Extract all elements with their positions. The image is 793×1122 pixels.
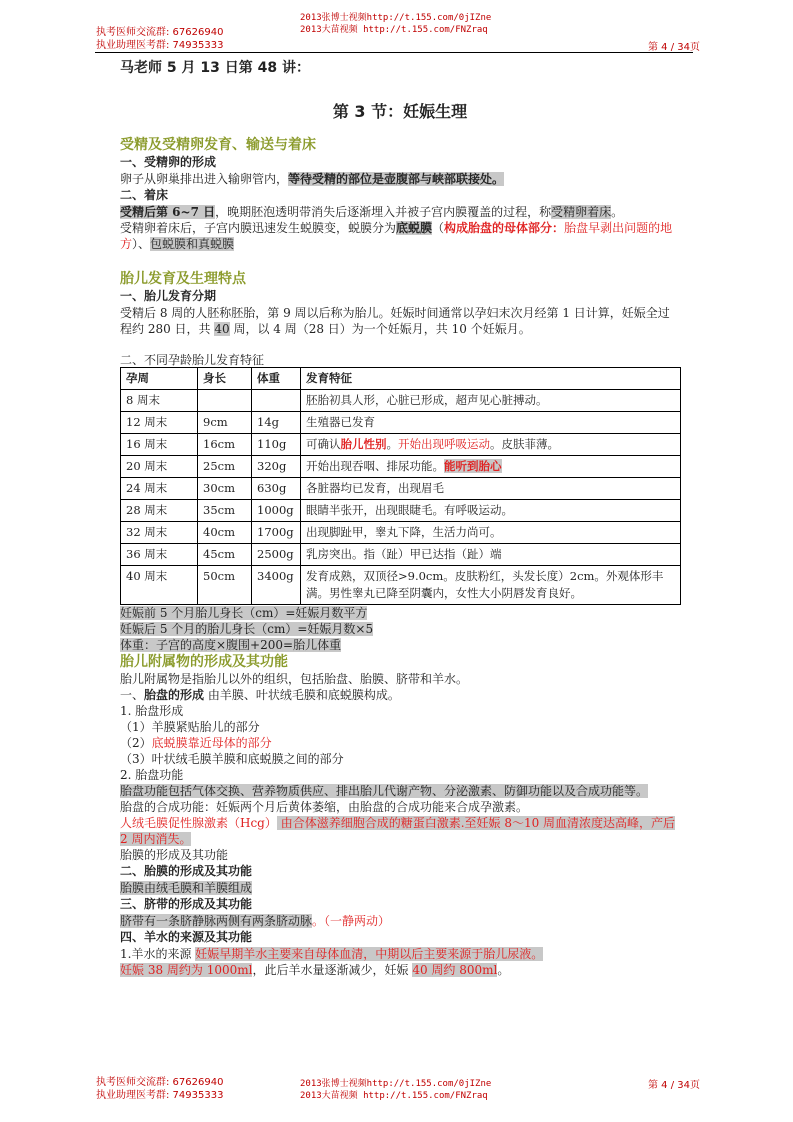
formula-length-late: 妊娠后 5 个月的胎儿身长（cm）=妊娠月数×5	[120, 622, 374, 636]
paragraph-stages: 受精后 8 周的人胚称胚胎，第 9 周以后称为胎儿。妊娠时间通常以孕妇末次月经第 1 日计算，妊娠全过程约 280 日，共 40 周，以 4 周（28 日）为一个妊娠月，共 10 个妊娠月。	[120, 306, 670, 336]
table-row: 8 周末 胚胎初具人形，心脏已形成，超声见心脏搏动。	[121, 390, 681, 412]
header-video-link-2[interactable]: 2013大苗视频 http://t.155.com/FNZraq	[300, 25, 488, 35]
subheading-implantation: 二、着床	[120, 188, 169, 202]
paragraph-amniotic-source: 1.羊水的来源 妊娠早期羊水主要来自母体血清，中期以后主要来源于胎儿尿液。	[120, 947, 544, 961]
list-item: （1）羊膜紧贴胎儿的部分	[120, 720, 260, 734]
subheading-stages: 一、胎儿发育分期	[120, 289, 217, 303]
heading-appendages: 胎儿附属物的形成及其功能	[120, 654, 288, 670]
table-row: 24 周末 30cm 630g 各脏器均已发育，出现眉毛	[121, 478, 681, 500]
subheading-membranes: 二、胎膜的形成及其功能	[120, 864, 253, 878]
table-header-row	[121, 368, 681, 390]
table-row: 40 周末 50cm 3400g 发育成熟，双顶径>9.0cm。皮肤粉红，头发长度）2cm。外观体形丰满。男性睾丸已降至阴囊内，女性大小阴唇发育良好。	[121, 566, 681, 605]
heading-fetal-development: 胎儿发育及生理特点	[120, 271, 246, 287]
paragraph-membranes-composition: 胎膜由绒毛膜和羊膜组成	[120, 881, 253, 895]
subheading-amniotic-fluid: 四、羊水的来源及其功能	[120, 930, 253, 944]
paragraph-implantation: 受精后第 6~7 日，晚期胚泡透明带消失后逐渐埋入并被子宫内膜覆盖的过程，称受精卵着床。	[120, 205, 624, 219]
header-divider	[95, 52, 693, 53]
footer-page-number: 第 4 / 34页	[648, 1080, 700, 1091]
header-qq-group-1: 执考医师交流群: 67626940	[96, 27, 224, 38]
table-row: 16 周末 16cm 110g 可确认胎儿性别。开始出现呼吸运动。皮肤菲薄。	[121, 434, 681, 456]
header-video-link-1[interactable]: 2013张博士视频http://t.155.com/0jIZne	[300, 13, 492, 23]
section-title: 第 3 节：妊娠生理	[332, 102, 468, 121]
lecture-title: 马老师 5 月 13 日第 48 讲：	[120, 60, 310, 76]
paragraph-synthesis: 胎盘的合成功能：妊娠两个月后黄体萎缩，由胎盘的合成功能来合成孕激素。	[120, 800, 529, 814]
table-row: 36 周末 45cm 2500g 乳房突出。指（趾）甲已达指（趾）端	[121, 544, 681, 566]
paragraph-decidua: 受精卵着床后，子宫内膜迅速发生蜕膜变，蜕膜分为底蜕膜（构成胎盘的母体部分：胎盘早剥出问题的地方）、包蜕膜和真蜕膜	[120, 221, 673, 251]
table-row: 32 周末 40cm 1700g 出现脚趾甲，睾丸下降，生活力尚可。	[121, 522, 681, 544]
footer-video-link-1[interactable]: 2013张博士视频http://t.155.com/0jIZne	[300, 1079, 492, 1089]
table-row: 12 周末 9cm 14g 生殖器已发育	[121, 412, 681, 434]
footer-video-link-2[interactable]: 2013大苗视频 http://t.155.com/FNZraq	[300, 1091, 488, 1101]
footer-qq-group-2: 执业助理医考群: 74935333	[96, 1090, 224, 1101]
fetal-development-table	[120, 367, 681, 605]
subheading-placenta: 一、胎盘的形成 由羊膜、叶状绒毛膜和底蜕膜构成。	[120, 688, 400, 702]
col-weight: 体重	[252, 368, 301, 390]
paragraph-amniotic-volume: 妊娠 38 周约为 1000ml，此后羊水量逐渐减少，妊娠 40 周约 800ml。	[120, 963, 510, 977]
table-row: 20 周末 25cm 320g 开始出现吞咽、排尿功能。能听到胎心	[121, 456, 681, 478]
formula-weight: 体重：子宫的高度×腹围+200=胎儿体重	[120, 638, 342, 652]
header-qq-group-2: 执业助理医考群: 74935333	[96, 40, 224, 51]
page-content	[120, 58, 680, 978]
list-item: （3）叶状绒毛膜羊膜和底蜕膜之间的部分	[120, 752, 344, 766]
list-item: （2）底蜕膜靠近母体的部分	[120, 736, 272, 750]
col-week: 孕周	[121, 368, 198, 390]
paragraph-placenta-function: 胎盘功能包括气体交换、营养物质供应、排出胎儿代谢产物、分泌激素、防御功能以及合成功能等。	[120, 784, 649, 798]
subheading-table: 二、不同孕龄胎儿发育特征	[120, 353, 265, 367]
subheading-umbilical-cord: 三、脐带的形成及其功能	[120, 897, 253, 911]
paragraph-appendages: 胎儿附属物是指胎儿以外的组织，包括胎盘、胎膜、脐带和羊水。	[120, 672, 469, 686]
subheading-zygote: 一、受精卵的形成	[120, 155, 217, 169]
list-placenta-formation: 1. 胎盘形成	[120, 704, 184, 718]
col-length: 身长	[198, 368, 252, 390]
paragraph-membranes: 胎膜的形成及其功能	[120, 848, 229, 862]
col-features: 发育特征	[301, 368, 681, 390]
heading-fertilization: 受精及受精卵发育、输送与着床	[120, 137, 316, 153]
paragraph-hcg: 人绒毛膜促性腺激素（Hcg） 由合体滋养细胞合成的糖蛋白激素.至妊娠 8～10 周血清浓度达高峰，产后 2 周内消失。	[120, 816, 676, 846]
footer-qq-group-1: 执考医师交流群: 67626940	[96, 1077, 224, 1088]
table-row: 28 周末 35cm 1000g 眼睛半张开，出现眼睫毛。有呼吸运动。	[121, 500, 681, 522]
formula-length-early: 妊娠前 5 个月胎儿身长（cm）=妊娠月数平方	[120, 606, 368, 620]
paragraph-zygote: 卵子从卵巢排出进入输卵管内，等待受精的部位是壶腹部与峡部联接处。	[120, 172, 505, 186]
header-page-number: 第 4 / 34页	[648, 42, 700, 53]
list-placenta-function: 2. 胎盘功能	[120, 768, 184, 782]
paragraph-umbilical-cord: 脐带有一条脐静脉两侧有两条脐动脉。（一静两动）	[120, 914, 391, 928]
